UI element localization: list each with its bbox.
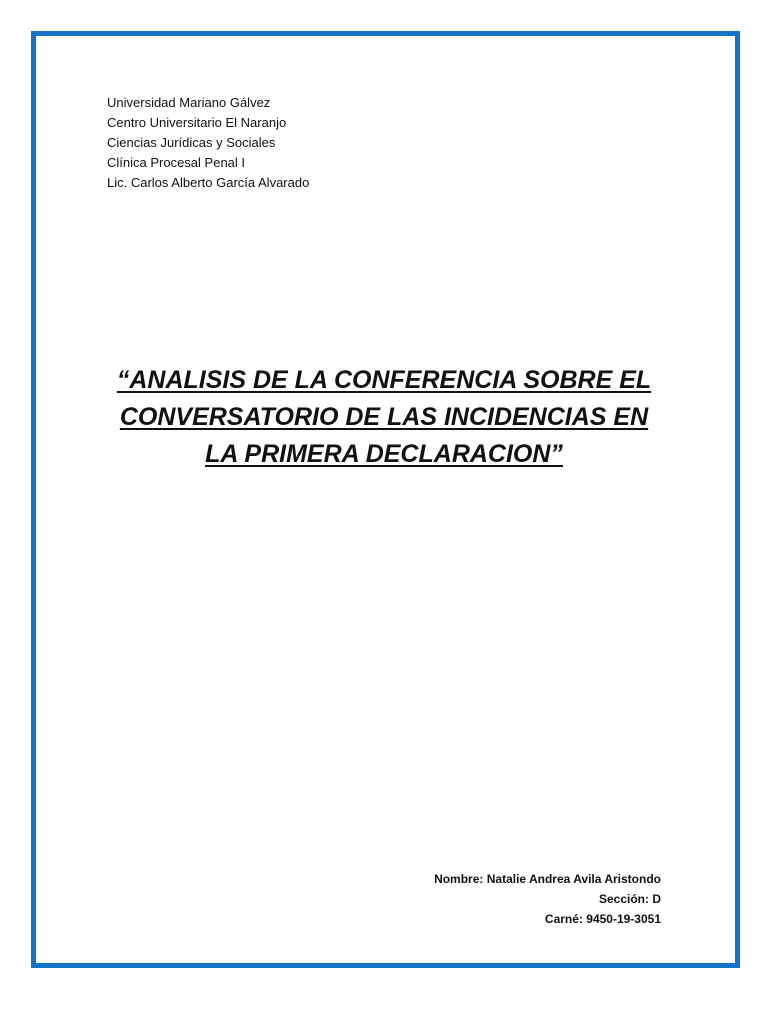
institution-header — [107, 93, 309, 193]
title-line-1: “ANALISIS DE LA CONFERENCIA SOBRE EL — [116, 366, 652, 394]
student-name: Nombre: Natalie Andrea Avila Aristondo — [434, 872, 661, 886]
instructor-name: Lic. Carlos Alberto García Alvarado — [107, 175, 310, 190]
document-title — [100, 362, 668, 473]
campus-name: Centro Universitario El Naranjo — [107, 115, 287, 130]
student-info — [434, 869, 661, 929]
title-line-2: CONVERSATORIO DE LAS INCIDENCIAS EN — [119, 403, 649, 431]
university-name: Universidad Mariano Gálvez — [107, 95, 271, 110]
course-name: Clínica Procesal Penal I — [107, 155, 246, 170]
faculty-name: Ciencias Jurídicas y Sociales — [107, 135, 276, 150]
student-carne: Carné: 9450-19-3051 — [544, 912, 661, 926]
title-line-3: LA PRIMERA DECLARACION” — [205, 440, 563, 468]
student-section: Sección: D — [598, 892, 661, 906]
